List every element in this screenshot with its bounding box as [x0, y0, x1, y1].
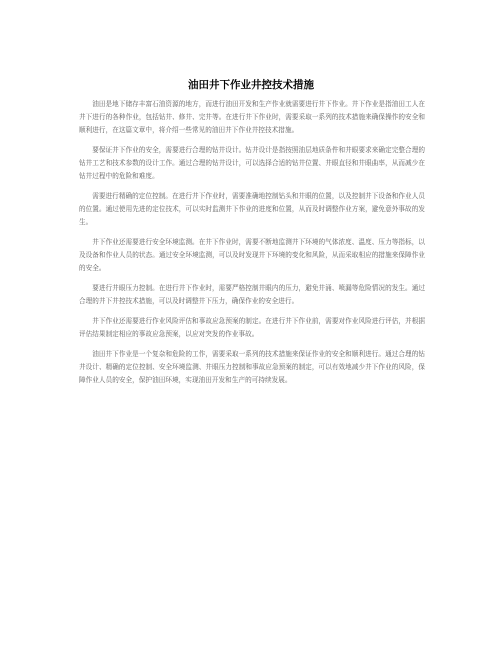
paragraph-positioning-control: 需要进行精确的定位控制。在进行井下作业时，需要准确地控制钻头和井眼的位置，以及控制井下设备和作业人员的位置。通过使用先进的定位技术，可以实时监测井下作业的进度和位置，从而及时调整作业方案，避免意外事故的发生。	[79, 192, 425, 226]
paragraph-intro: 油田是地下储存丰富石油资源的地方，而进行油田开发和生产作业就需要进行井下作业。井下作业是指油田工人在井下进行的各种作业，包括钻井、修井、完井等。在进行井下作业时，需要采取一系列的技术措施来确保操作的安全和顺利进行，在这篇文章中，将介绍一些常见的油田井下作业井控技术措施。	[79, 100, 425, 134]
document-body	[79, 98, 425, 394]
paragraph-conclusion: 油田井下作业是一个复杂和危险的工作，需要采取一系列的技术措施来保证作业的安全和顺利进行。通过合理的钻井设计、精确的定位控制、安全环境监测、井眼压力控制和事故应急预案的制定，可以有效地减少井下作业的风险，保障作业人员的安全，保护油田环境，实现油田开发和生产的可持续发展。	[79, 350, 425, 384]
document-title: 油田井下作业井控技术措施	[188, 79, 314, 91]
paragraph-risk-assessment: 井下作业还需要进行作业风险评估和事故应急预案的制定。在进行井下作业前，需要对作业风险进行评估，并根据评估结果制定相应的事故应急预案，以应对突发的作业事故。	[79, 317, 425, 338]
paragraph-pressure-control: 要进行井眼压力控制。在进行井下作业时，需要严格控制井眼内的压力，避免井涌、喷漏等危险情况的发生。通过合理的井下井控技术措施，可以及时调整井下压力，确保作业的安全进行。	[79, 284, 425, 305]
paragraph-environment-monitoring: 井下作业还需要进行安全环境监测。在井下作业时，需要不断地监测井下环境的气体浓度、温度、压力等指标，以及设备和作业人员的状态。通过安全环境监测，可以及时发现井下环境的变化和风险，从而采取相应的措施来保障作业的安全。	[79, 238, 425, 272]
paragraph-drilling-design: 要保证井下作业的安全，需要进行合理的钻井设计。钻井设计是指按照油层地质条件和井眼要求来确定完整合理的钻井工艺和技术参数的设计工作。通过合理的钻井设计，可以选择合适的钻井位置、井眼直径和井眼曲率，从而减少在钻井过程中的危险和难度。	[79, 146, 425, 180]
